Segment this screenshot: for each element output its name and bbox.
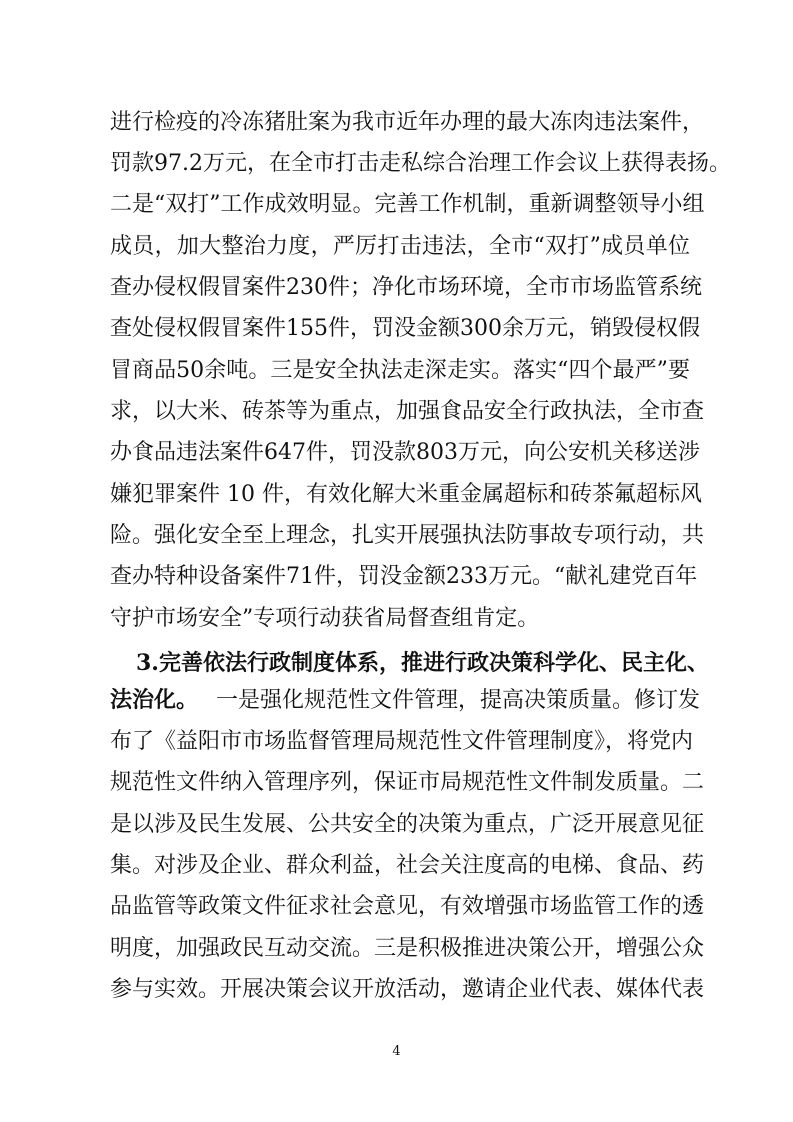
page-number: 4 [392, 1044, 401, 1059]
body-line: 办食品违法案件647件，罚没款803万元，向公安机关移送涉 [110, 440, 700, 465]
section-heading-end: 法治化。 [110, 687, 199, 713]
body-line: 是以涉及民生发展、公共安全的决策为重点，广泛开展意见征 [110, 812, 705, 837]
body-line: 参与实效。开展决策会议开放活动，邀请企业代表、媒体代表 [110, 977, 705, 1002]
section-heading: 3.完善依法行政制度体系，推进行政决策科学化、民主化、 [136, 650, 709, 676]
body-text: 一是强化规范性文件管理，提高决策质量。修订发 [216, 688, 701, 713]
body-line: 查办特种设备案件71件，罚没金额233万元。“献礼建党百年 [110, 564, 698, 589]
body-line: 品监管等政策文件征求社会意见，有效增强市场监管工作的透 [110, 894, 705, 919]
body-line: 查处侵权假冒案件155件，罚没金额300余万元，销毁侵权假 [110, 316, 700, 341]
body-line: 明度，加强政民互动交流。三是积极推进决策公开，增强公众 [110, 936, 705, 961]
body-line: 集。对涉及企业、群众利益，社会关注度高的电梯、食品、药 [110, 853, 705, 878]
body-line: 进行检疫的冷冻猪肚案为我市近年办理的最大冻肉违法案件， [110, 110, 705, 135]
body-line: 成员，加大整治力度，严厉打击违法，全市“双打”成员单位 [110, 234, 690, 259]
body-line: 二是“双打”工作成效明显。完善工作机制，重新调整领导小组 [110, 192, 705, 217]
body-line: 规范性文件纳入管理序列，保证市局规范性文件制发质量。二 [110, 770, 705, 795]
body-line: 冒商品50余吨。三是安全执法走深走实。落实“四个最严”要 [110, 358, 690, 383]
body-line: 查办侵权假冒案件230件；净化市场环境，全市市场监管系统 [110, 275, 702, 300]
body-line: 求，以大米、砖茶等为重点，加强食品安全行政执法，全市查 [110, 399, 705, 424]
body-line: 守护市场安全”专项行动获省局督查组肯定。 [110, 606, 540, 631]
body-line: 险。强化安全至上理念，扎实开展强执法防事故专项行动，共 [110, 523, 705, 548]
body-line: 布了《益阳市市场监督管理局规范性文件管理制度》，将党内 [110, 729, 694, 754]
heading-continuation-line [110, 685, 701, 715]
body-line: 罚款97.2万元，在全市打击走私综合治理工作会议上获得表扬。 [110, 151, 731, 176]
body-line: 嫌犯罪案件 10 件，有效化解大米重金属超标和砖茶氟超标风 [110, 482, 702, 507]
